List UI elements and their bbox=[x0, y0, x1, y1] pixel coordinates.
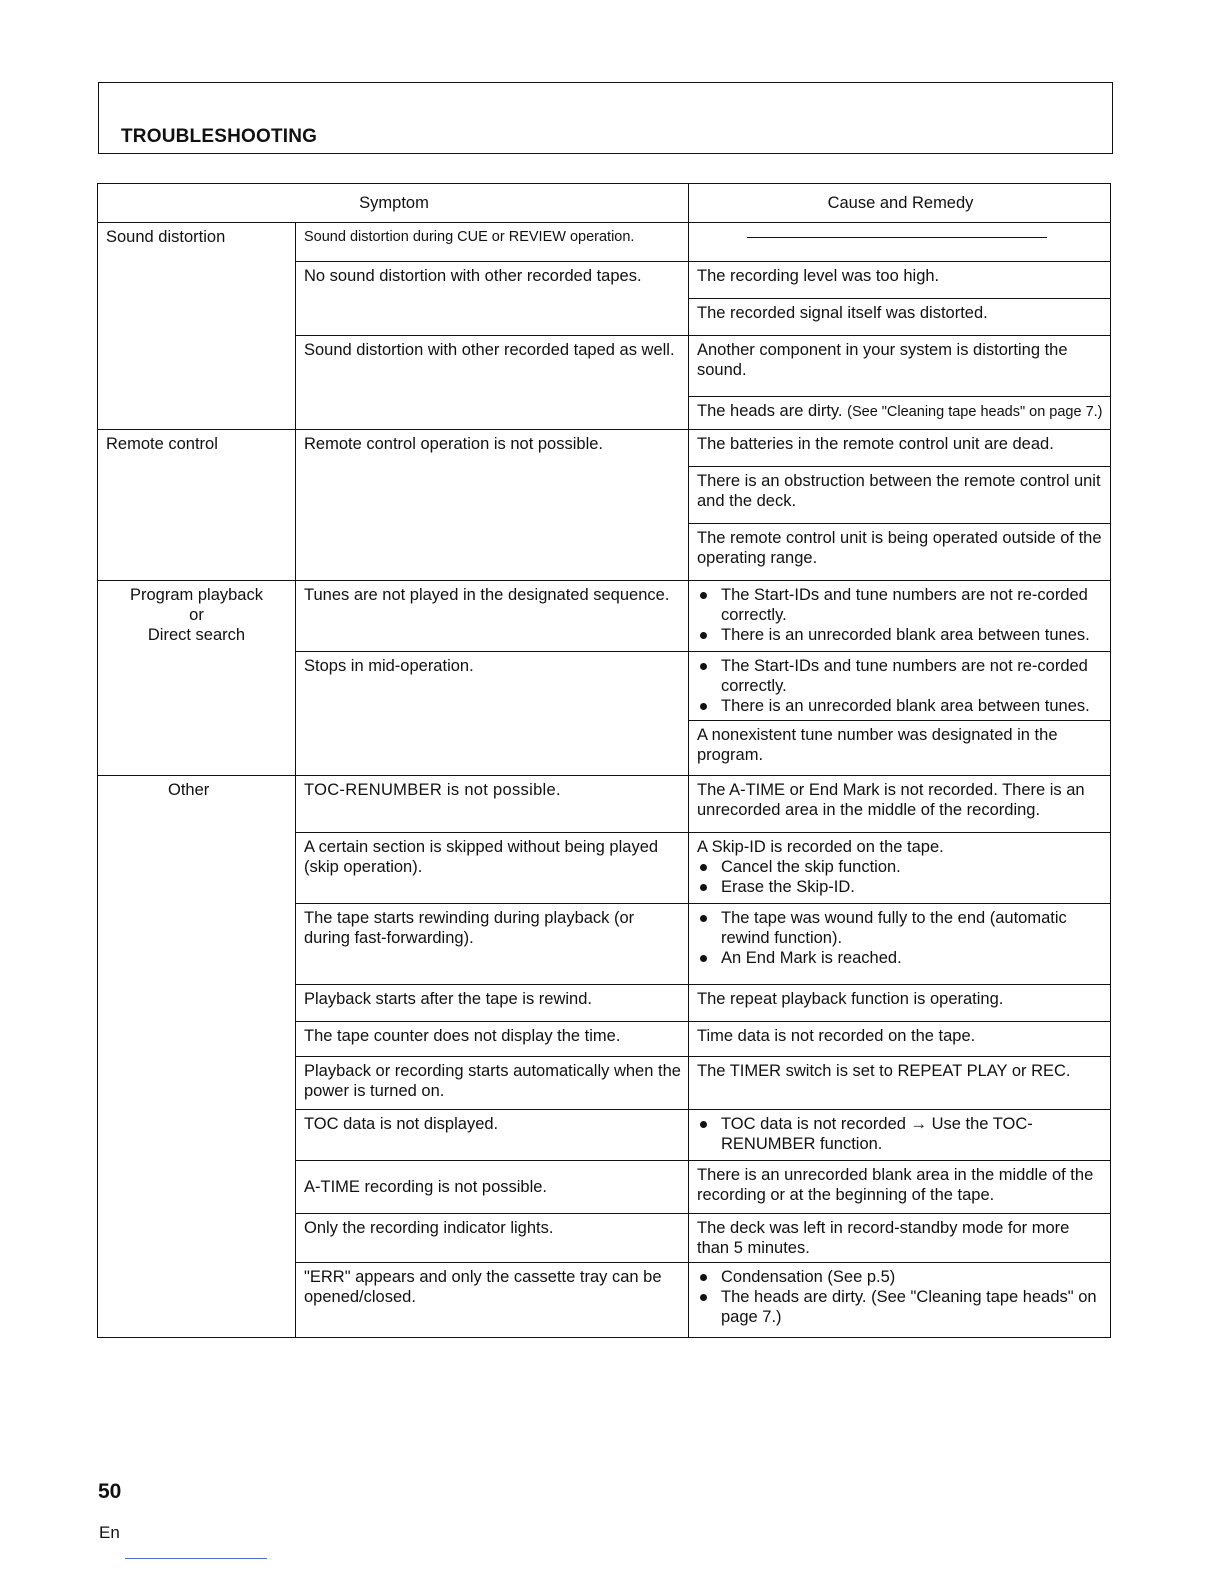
list-item: The Start-IDs and tune numbers are not re-corded correctly. bbox=[697, 656, 1104, 696]
cause-text: A Skip-ID is recorded on the tape. bbox=[697, 838, 944, 856]
cause-cell bbox=[689, 904, 1111, 985]
symptom-cell: Tunes are not played in the designated sequence. bbox=[296, 581, 689, 652]
list-item: The tape was wound fully to the end (automatic rewind function). bbox=[697, 908, 1104, 948]
cause-cell: The recorded signal itself was distorted. bbox=[689, 299, 1111, 336]
symptom-column-header: Symptom bbox=[98, 184, 689, 223]
list-item: Erase the Skip-ID. bbox=[697, 877, 1104, 897]
cause-text: The heads are dirty. bbox=[697, 402, 843, 420]
category-sound-distortion: Sound distortion bbox=[98, 223, 296, 430]
table-row bbox=[98, 776, 1111, 833]
symptom-cell: The tape starts rewinding during playback (or during fast-forwarding). bbox=[296, 904, 689, 985]
table-row bbox=[98, 430, 1111, 467]
cause-cell bbox=[689, 1263, 1111, 1338]
cause-cell: The TIMER switch is set to REPEAT PLAY or REC. bbox=[689, 1057, 1111, 1110]
symptom-cell: A certain section is skipped without being played (skip operation). bbox=[296, 833, 689, 904]
symptom-cell: Sound distortion during CUE or REVIEW operation. bbox=[296, 223, 689, 262]
category-remote-control: Remote control bbox=[98, 430, 296, 581]
list-item: Condensation (See p.5) bbox=[697, 1267, 1104, 1287]
symptom-cell: Remote control operation is not possible. bbox=[296, 430, 689, 581]
symptom-cell: TOC data is not displayed. bbox=[296, 1110, 689, 1161]
section-title: TROUBLESHOOTING bbox=[121, 126, 318, 147]
cause-list bbox=[697, 1114, 1104, 1154]
category-other: Other bbox=[98, 776, 296, 1338]
cause-cell: The repeat playback function is operating. bbox=[689, 985, 1111, 1022]
cause-list bbox=[697, 1267, 1104, 1327]
symptom-cell: A-TIME recording is not possible. bbox=[296, 1161, 689, 1214]
dash-line bbox=[747, 237, 1047, 238]
list-item: TOC data is not recorded → Use the TOC-RENUMBER function. bbox=[697, 1114, 1104, 1154]
page-number: 50 bbox=[98, 1480, 122, 1503]
cause-cell: The remote control unit is being operated outside of the operating range. bbox=[689, 524, 1111, 581]
cause-cell: The A-TIME or End Mark is not recorded. There is an unrecorded area in the middle of the recording. bbox=[689, 776, 1111, 833]
cause-cell bbox=[689, 1110, 1111, 1161]
cause-cell bbox=[689, 652, 1111, 721]
cause-cell bbox=[689, 581, 1111, 652]
language-label: En bbox=[99, 1523, 120, 1542]
category-line: or bbox=[189, 606, 204, 624]
cause-cell bbox=[689, 397, 1111, 430]
cause-cell bbox=[689, 833, 1111, 904]
cause-column-header: Cause and Remedy bbox=[689, 184, 1111, 223]
symptom-cell: TOC-RENUMBER is not possible. bbox=[296, 776, 689, 833]
symptom-cell: "ERR" appears and only the cassette tray can be opened/closed. bbox=[296, 1263, 689, 1338]
list-item: The Start-IDs and tune numbers are not re-corded correctly. bbox=[697, 585, 1104, 625]
cause-cell: The recording level was too high. bbox=[689, 262, 1111, 299]
symptom-cell: No sound distortion with other recorded tapes. bbox=[296, 262, 689, 336]
symptom-cell: Stops in mid-operation. bbox=[296, 652, 689, 776]
cause-list bbox=[697, 857, 1104, 897]
section-header-box bbox=[98, 82, 1113, 154]
cause-cell: The batteries in the remote control unit are dead. bbox=[689, 430, 1111, 467]
table-header-row bbox=[98, 184, 1111, 223]
category-line: Program playback bbox=[130, 586, 263, 604]
cause-cell: Time data is not recorded on the tape. bbox=[689, 1022, 1111, 1057]
list-item: An End Mark is reached. bbox=[697, 948, 1104, 968]
symptom-cell: Playback or recording starts automatically when the power is turned on. bbox=[296, 1057, 689, 1110]
footer-rule bbox=[125, 1558, 267, 1559]
symptom-cell: Playback starts after the tape is rewind. bbox=[296, 985, 689, 1022]
cause-cell: The deck was left in record-standby mode for more than 5 minutes. bbox=[689, 1214, 1111, 1263]
list-item: There is an unrecorded blank area between tunes. bbox=[697, 625, 1104, 645]
symptom-cell: The tape counter does not display the time. bbox=[296, 1022, 689, 1057]
table-row bbox=[98, 581, 1111, 652]
cause-cell-empty bbox=[689, 223, 1111, 262]
cause-list bbox=[697, 585, 1104, 645]
list-item: The heads are dirty. (See "Cleaning tape heads" on page 7.) bbox=[697, 1287, 1104, 1327]
troubleshooting-table bbox=[97, 183, 1111, 1338]
symptom-cell: Sound distortion with other recorded taped as well. bbox=[296, 336, 689, 430]
cause-list bbox=[697, 656, 1104, 716]
cause-cell: A nonexistent tune number was designated in the program. bbox=[689, 721, 1111, 776]
list-item: There is an unrecorded blank area between tunes. bbox=[697, 696, 1104, 716]
category-line: Direct search bbox=[147, 626, 246, 644]
cause-cell: Another component in your system is distorting the sound. bbox=[689, 336, 1111, 397]
cause-cell: There is an unrecorded blank area in the middle of the recording or at the beginning of the tape. bbox=[689, 1161, 1111, 1214]
cause-note: (See "Cleaning tape heads" on page 7.) bbox=[847, 404, 1103, 420]
table-row bbox=[98, 223, 1111, 262]
cause-list bbox=[697, 908, 1104, 968]
symptom-cell: Only the recording indicator lights. bbox=[296, 1214, 689, 1263]
category-program-playback bbox=[98, 581, 296, 776]
cause-cell: There is an obstruction between the remote control unit and the deck. bbox=[689, 467, 1111, 524]
list-item: Cancel the skip function. bbox=[697, 857, 1104, 877]
